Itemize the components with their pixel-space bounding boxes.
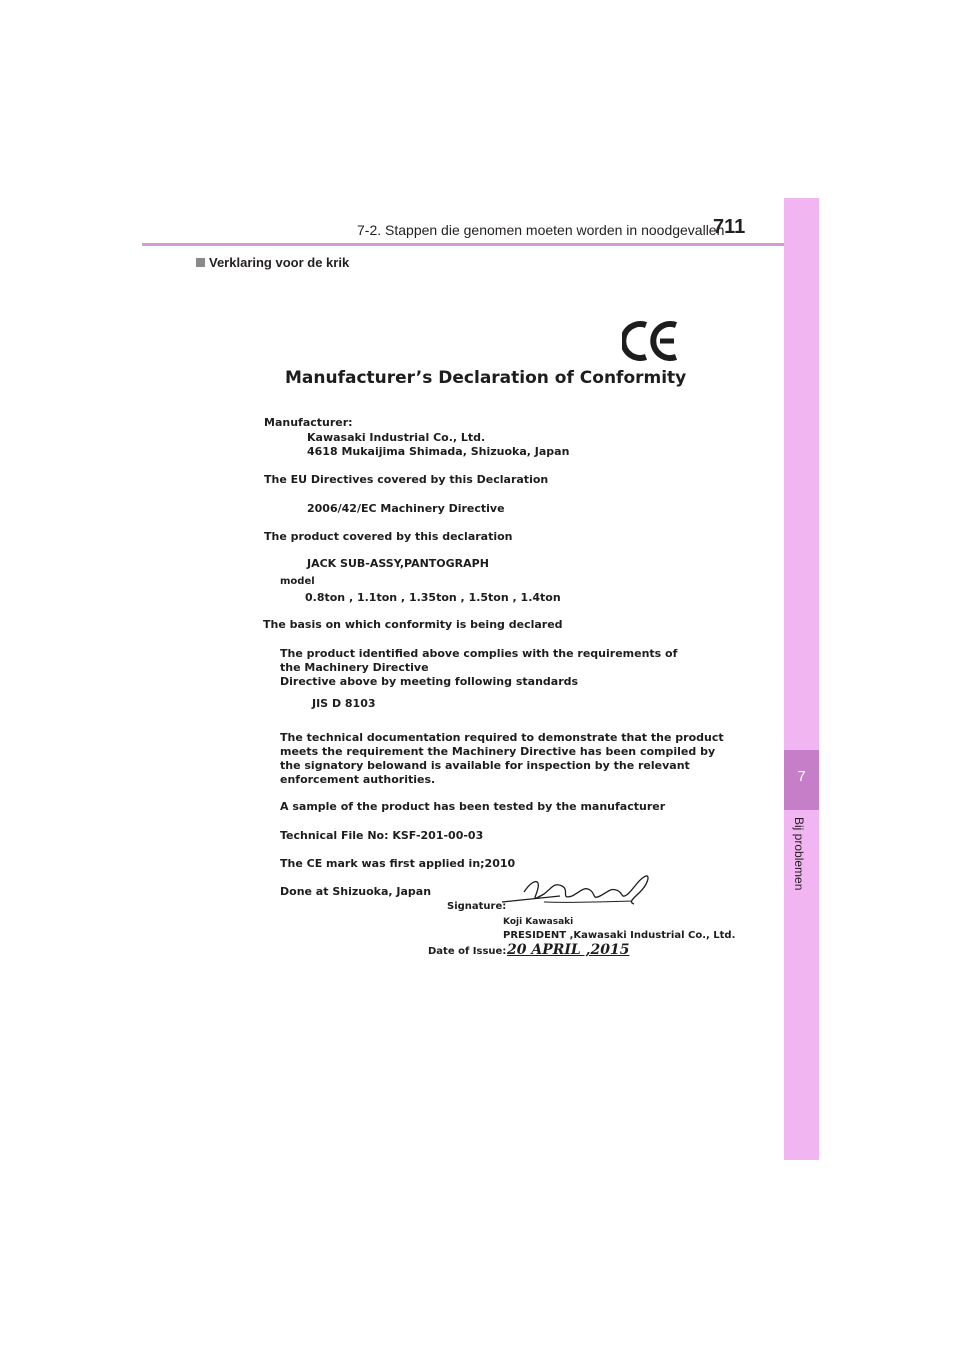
directive: 2006/42/EC Machinery Directive xyxy=(307,502,505,515)
chapter-number: 7 xyxy=(797,768,806,785)
manufacturer-name: Kawasaki Industrial Co., Ltd. xyxy=(307,431,486,444)
sample-statement: A sample of the product has been tested by the manufacturer xyxy=(280,800,666,813)
directives-label: The EU Directives covered by this Declaration xyxy=(264,473,549,486)
basis-line-2: the Machinery Directive xyxy=(280,661,429,674)
tech-doc-line-3: the signatory belowand is available for inspection by the relevant xyxy=(280,759,690,772)
product-label: The product covered by this declaration xyxy=(264,530,513,543)
signature-graphic xyxy=(500,872,652,912)
tech-doc-line-2: meets the requirement the Machinery Directive has been compiled by xyxy=(280,745,716,758)
model-label: model xyxy=(280,576,315,587)
issue-date: 20 APRIL ,2015 xyxy=(507,942,630,958)
standard: JIS D 8103 xyxy=(312,697,376,710)
signature-label: Signature: xyxy=(447,901,507,912)
basis-label: The basis on which conformity is being declared xyxy=(263,618,563,631)
chapter-title: Bij problemen xyxy=(792,817,806,891)
ce-mark-icon xyxy=(622,320,680,362)
section-heading-text: Verklaring voor de krik xyxy=(209,255,350,270)
date-label: Date of Issue: xyxy=(428,946,507,957)
technical-file: Technical File No: KSF-201-00-03 xyxy=(280,829,484,842)
page-number: 711 xyxy=(713,216,746,238)
declaration-title: Manufacturer’s Declaration of Conformity xyxy=(285,368,687,388)
signer-name: Koji Kawasaki xyxy=(503,917,574,927)
header-section-title: 7-2. Stappen die genomen moeten worden in noodgevallen xyxy=(357,222,725,238)
manufacturer-address: 4618 Mukaijima Shimada, Shizuoka, Japan xyxy=(307,445,570,458)
tech-doc-line-1: The technical documentation required to demonstrate that the product xyxy=(280,731,724,744)
signer-title: PRESIDENT ,Kawasaki Industrial Co., Ltd. xyxy=(503,930,736,941)
manufacturer-label: Manufacturer: xyxy=(264,416,353,429)
basis-line-3: Directive above by meeting following standards xyxy=(280,675,579,688)
models-list: 0.8ton , 1.1ton , 1.35ton , 1.5ton , 1.4ton xyxy=(305,591,561,604)
product-name: JACK SUB-ASSY,PANTOGRAPH xyxy=(307,557,489,570)
ce-first-applied: The CE mark was first applied in;2010 xyxy=(280,857,516,870)
done-at: Done at Shizuoka, Japan xyxy=(280,885,432,898)
tech-doc-line-4: enforcement authorities. xyxy=(280,773,436,786)
basis-line-1: The product identified above complies with the requirements of xyxy=(280,647,678,660)
